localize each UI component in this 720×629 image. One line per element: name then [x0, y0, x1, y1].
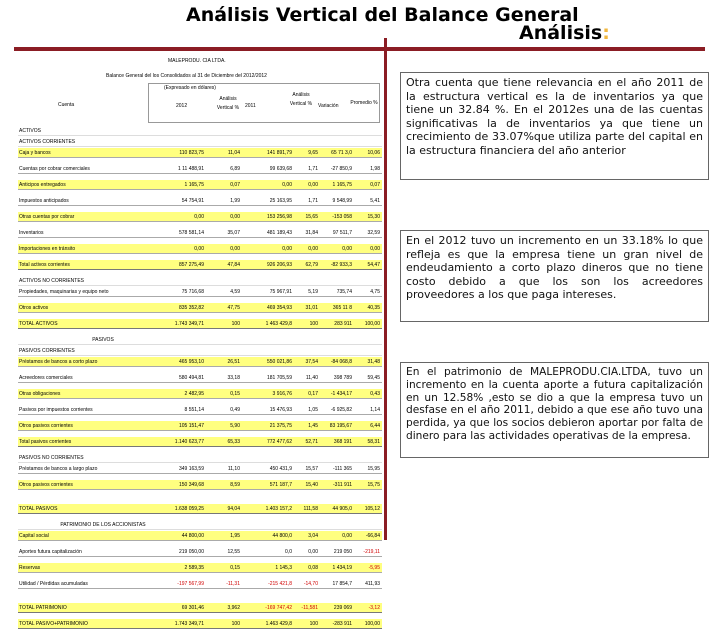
row-value: -6 925,82	[330, 406, 352, 413]
currency-note: (Expresado en dólares)	[164, 85, 216, 91]
subtitle-accent-mark: :	[602, 22, 610, 44]
row-value: 62,79	[305, 261, 318, 268]
row-value: 31,01	[305, 304, 318, 311]
row-value: 15,30	[367, 213, 380, 220]
row-value: -153 058	[332, 213, 352, 220]
row-value: 153 256,98	[266, 213, 292, 220]
row-value: 349 163,59	[178, 465, 204, 472]
row-value: 37,54	[305, 358, 318, 365]
row-value: 1.140 623,77	[174, 438, 204, 445]
row-value: 835 352,82	[178, 304, 204, 311]
section-header	[18, 335, 382, 345]
row-value: 15,75	[367, 481, 380, 488]
row-label: TOTAL ACTIVOS	[19, 320, 58, 327]
row-value: 44 800,0	[272, 532, 292, 539]
note-equity: En el patrimonio de MALEPRODU.CIA.LTDA, tuvo un incremento en la cuenta aporte a futura capitalización en un 12.58% ,esto se dio a que la empresa tuvo un desfase en el año 2011, debido a que ese año tuvo una perdida, ya que los socios debieron aportar por falta de dinero para las actividades operativas de la empresa.	[400, 362, 709, 458]
row-value: -3,12	[368, 604, 380, 611]
row-value: 47,75	[227, 304, 240, 311]
row-value: 0,15	[230, 564, 240, 571]
row-value: 9 548,99	[332, 197, 352, 204]
row-label: Acreedores comerciales	[19, 374, 73, 381]
row-value: 4,75	[370, 288, 380, 295]
row-label: PASIVOS NO CORRIENTES	[19, 454, 84, 461]
row-value: 58,31	[367, 438, 380, 445]
row-label: TOTAL PASIVOS	[19, 505, 58, 512]
row-value: 33,18	[227, 374, 240, 381]
total-row	[18, 319, 382, 329]
row-value: 21 375,75	[269, 422, 292, 429]
row-value: 26,51	[227, 358, 240, 365]
row-value: 59,45	[367, 374, 380, 381]
section-header	[18, 346, 382, 356]
row-value: 31,48	[367, 358, 380, 365]
row-value: 219 050	[333, 548, 352, 555]
subtitle-text: Análisis	[519, 22, 603, 44]
company-name: MALEPRODU. CIA LTDA.	[168, 58, 226, 64]
row-value: -169 747,42	[265, 604, 292, 611]
row-value: 0,17	[308, 390, 318, 397]
row-value: -11,31	[226, 580, 240, 587]
row-label: Aportes futura capitalización	[19, 548, 82, 555]
row-value: 0,00	[282, 181, 292, 188]
row-value: 100	[231, 620, 240, 627]
section-header	[18, 453, 382, 463]
row-value: -311 911	[333, 481, 352, 488]
row-value: 6,89	[230, 165, 240, 172]
row-label: Otros activos	[19, 304, 49, 311]
table-row	[18, 389, 382, 399]
table-row	[18, 531, 382, 541]
row-value: -14,70	[303, 580, 318, 587]
row-value: 35,07	[227, 229, 240, 236]
row-value: 1,99	[230, 197, 240, 204]
row-value: 65,33	[227, 438, 240, 445]
total-row	[18, 603, 382, 613]
row-label: PASIVOS	[92, 336, 114, 343]
row-value: 926 206,93	[266, 261, 292, 268]
note-inventories: Otra cuenta que tiene relevancia en el año 2011 de la estructura vertical es la de inventarios ya que tiene un 32.84 %. En el 2012es una de las cuentas significativas la de inventarios ya que tiene un crecimiento de 33.07%que utiliza parte del capital en la estructura financiera del año anterior	[400, 72, 709, 180]
row-value: 8,59	[230, 481, 240, 488]
table-row	[18, 357, 382, 367]
row-value: -219,11	[363, 548, 380, 555]
row-value: 12,55	[227, 548, 240, 555]
row-value: 105 151,47	[178, 422, 204, 429]
row-value: 1,95	[230, 532, 240, 539]
row-label: Total pasivos corrientes	[19, 438, 72, 445]
row-value: 0,00	[370, 245, 380, 252]
row-label: PATRIMONIO DE LOS ACCIONISTAS	[60, 521, 146, 528]
row-value: 47,84	[227, 261, 240, 268]
row-value: 398 789	[333, 374, 352, 381]
row-value: 1 463 429,8	[265, 320, 292, 327]
row-value: 141 891,79	[266, 149, 292, 156]
col-header-account: Cuenta	[58, 102, 75, 108]
row-value: 11,04	[227, 149, 240, 156]
row-value: 11,40	[305, 374, 318, 381]
row-value: 0,00	[342, 532, 352, 539]
row-value: 0,00	[230, 213, 240, 220]
table-row	[18, 547, 382, 557]
row-value: 32,59	[367, 229, 380, 236]
row-label: Otros pasivos corrientes	[19, 422, 73, 429]
row-value: 54 754,91	[181, 197, 204, 204]
section-header	[18, 520, 382, 530]
table-row	[18, 563, 382, 573]
row-label: Otras cuentas por cobrar	[19, 213, 75, 220]
row-label: Pasivos por impuestos corrientes	[19, 406, 93, 413]
row-label: Impuestos anticipados	[19, 197, 69, 204]
total-row	[18, 437, 382, 447]
table-row	[18, 180, 382, 190]
slide-subtitle	[519, 22, 610, 44]
row-label: Préstamos de bancos a largo plazo	[19, 465, 98, 472]
row-label: Reservas	[19, 564, 41, 571]
row-value: 365 11 8	[332, 304, 352, 311]
row-value: 2 482,95	[184, 390, 204, 397]
row-value: 571 187,7	[269, 481, 292, 488]
row-value: 3 916,76	[272, 390, 292, 397]
total-row	[18, 260, 382, 270]
row-value: -66,84	[365, 532, 380, 539]
row-value: 0,00	[282, 245, 292, 252]
row-value: 1.743 349,71	[174, 320, 204, 327]
row-value: 31,84	[305, 229, 318, 236]
row-value: 83 195,67	[329, 422, 352, 429]
col-header-variation: Variación	[318, 103, 339, 109]
row-value: -11,581	[301, 604, 318, 611]
row-value: 54,47	[367, 261, 380, 268]
row-value: 75 967,91	[269, 288, 292, 295]
row-label: Otras obligaciones	[19, 390, 61, 397]
row-value: 1 165,75	[184, 181, 204, 188]
row-value: 469 354,93	[266, 304, 292, 311]
row-value: 1 165,75	[332, 181, 352, 188]
table-row	[18, 228, 382, 238]
row-value: 0,00	[308, 548, 318, 555]
col-header-2012: 2012	[176, 103, 188, 109]
section-header	[18, 137, 382, 147]
row-value: -5,95	[368, 564, 380, 571]
row-value: 1,71	[308, 197, 318, 204]
row-value: 105,12	[364, 505, 380, 512]
row-value: 1.403 157,2	[265, 505, 292, 512]
row-value: 69 301,46	[181, 604, 204, 611]
row-value: 0,07	[230, 181, 240, 188]
row-value: 5,90	[230, 422, 240, 429]
row-value: 9,65	[308, 149, 318, 156]
row-value: 0,43	[370, 390, 380, 397]
col-header-2011: 2011	[245, 103, 256, 109]
row-label: Importaciones en tránsito	[19, 245, 76, 252]
row-value: 219 050,00	[178, 548, 204, 555]
table-row	[18, 480, 382, 490]
row-value: 52,71	[305, 438, 318, 445]
row-value: 283 911	[334, 320, 352, 327]
row-value: 94,04	[227, 505, 240, 512]
row-value: 181 705,59	[266, 374, 292, 381]
row-value: -84 068,8	[330, 358, 352, 365]
row-value: 15,65	[305, 213, 318, 220]
row-value: 25 163,95	[269, 197, 292, 204]
row-value: 0,00	[230, 245, 240, 252]
table-row	[18, 421, 382, 431]
row-value: 6,44	[370, 422, 380, 429]
row-value: 0,07	[370, 181, 380, 188]
row-value: 44 800,00	[181, 532, 204, 539]
row-label: Otros pasivos corrientes	[19, 481, 73, 488]
row-label: Total activos corrientes	[19, 261, 70, 268]
row-value: 857 275,49	[178, 261, 204, 268]
row-label: TOTAL PATRIMONIO	[19, 604, 67, 611]
row-value: 15,95	[367, 465, 380, 472]
row-value: 97 511,7	[332, 229, 352, 236]
row-value: 1,71	[308, 165, 318, 172]
table-row	[18, 164, 382, 174]
row-label: Capital social	[19, 532, 49, 539]
row-value: 15,57	[305, 465, 318, 472]
table-row	[18, 196, 382, 206]
row-value: 3,962	[227, 604, 240, 611]
row-value: 0,49	[230, 406, 240, 413]
row-value: 1.463 429,8	[265, 620, 292, 627]
row-value: 11,10	[227, 465, 240, 472]
row-value: 465 953,10	[178, 358, 204, 365]
row-value: 100,00	[364, 320, 380, 327]
row-value: 17 854,7	[332, 580, 352, 587]
note-short-term-debt: En el 2012 tuvo un incremento en un 33.18% lo que refleja es que la empresa tiene un gran nivel de endeudamiento a corto plazo dineros que no tiene costo debido a que los son los acreedores proveedores a los que paga intereses.	[400, 230, 709, 322]
row-value: 110 823,75	[179, 149, 204, 156]
row-label: Propiedades, maquinarias y equipo neto	[19, 288, 109, 295]
row-value: 44 905,0	[332, 505, 352, 512]
table-row	[18, 303, 382, 313]
col-header-average: Promedio %	[350, 100, 378, 106]
table-row	[18, 579, 382, 589]
row-value: 0,15	[230, 390, 240, 397]
row-label: Anticipos entregados	[19, 181, 66, 188]
title-rule	[14, 47, 705, 51]
row-value: -197 567,99	[177, 580, 204, 587]
row-value: 15 476,93	[269, 406, 292, 413]
section-header	[18, 126, 382, 136]
row-value: 0,00	[194, 213, 204, 220]
row-value: 1 434,19	[332, 564, 352, 571]
row-value: 15,40	[305, 481, 318, 488]
row-value: 481 189,43	[266, 229, 292, 236]
row-value: 450 431,9	[269, 465, 292, 472]
row-value: 40,35	[367, 304, 380, 311]
row-value: -27 850,9	[330, 165, 352, 172]
row-value: 1,05	[308, 406, 318, 413]
row-value: 4,59	[230, 288, 240, 295]
row-value: 100	[309, 320, 318, 327]
row-value: 1 11 488,91	[177, 165, 204, 172]
row-value: -111 365	[333, 465, 352, 472]
row-value: 150 349,68	[178, 481, 204, 488]
row-value: 75 716,68	[181, 288, 204, 295]
row-label: ACTIVOS CORRIENTES	[19, 138, 76, 145]
row-value: 368 191	[333, 438, 352, 445]
row-value: 1.743 349,71	[174, 620, 204, 627]
row-value: 2 589,35	[184, 564, 204, 571]
table-row	[18, 287, 382, 297]
row-value: -82 933,3	[330, 261, 352, 268]
row-value: 578 581,14	[178, 229, 204, 236]
row-value: 1,45	[308, 422, 318, 429]
table-row	[18, 405, 382, 415]
row-label: Préstamos de bancos a corto plazo	[19, 358, 98, 365]
row-value: 1,14	[370, 406, 380, 413]
col-header-vertical-2012: Análisis Vertical %	[216, 96, 240, 111]
row-label: Caja y bancos	[19, 149, 51, 156]
row-label: ACTIVOS	[19, 127, 41, 134]
section-header	[18, 276, 382, 286]
row-value: -283 911	[332, 620, 352, 627]
row-label: ACTIVOS NO CORRIENTES	[19, 277, 85, 284]
row-value: 100,00	[364, 620, 380, 627]
table-row	[18, 373, 382, 383]
row-value: -215 421,8	[268, 580, 292, 587]
row-label: TOTAL PASIVO+PATRIMONIO	[19, 620, 88, 627]
row-value: 411,93	[365, 580, 380, 587]
row-value: 0,00	[308, 245, 318, 252]
row-value: 0,00	[308, 181, 318, 188]
total-row	[18, 504, 382, 514]
row-label: PASIVOS CORRIENTES	[19, 347, 75, 354]
table-row	[18, 244, 382, 254]
row-value: 239 069	[333, 604, 352, 611]
slide-title: Análisis Vertical del Balance General	[186, 4, 579, 26]
table-row	[18, 148, 382, 158]
row-value: 1.638 059,25	[174, 505, 204, 512]
row-value: 0,0	[285, 548, 292, 555]
row-value: -1 434,17	[330, 390, 352, 397]
row-value: 0,00	[342, 245, 352, 252]
row-value: 0,00	[194, 245, 204, 252]
row-value: 3,04	[308, 532, 318, 539]
row-value: 8 551,14	[184, 406, 204, 413]
row-label: Cuentas por cobrar comerciales	[19, 165, 90, 172]
balance-sheet-table	[18, 57, 382, 627]
row-label: Inventarios	[19, 229, 44, 236]
row-value: 5,19	[308, 288, 318, 295]
row-value: 0,08	[308, 564, 318, 571]
row-value: 580 494,81	[178, 374, 204, 381]
statement-title: Balance General del los Consolidados al 31 de Diciembre del 2012/2012	[106, 73, 267, 79]
table-row	[18, 212, 382, 222]
row-value: 735,74	[336, 288, 352, 295]
row-value: 1,98	[370, 165, 380, 172]
row-value: 5,41	[370, 197, 380, 204]
row-value: 10,06	[367, 149, 380, 156]
row-value: 100	[309, 620, 318, 627]
row-value: 550 021,86	[266, 358, 292, 365]
table-row	[18, 464, 382, 474]
total-row	[18, 619, 382, 629]
col-header-vertical-2011: Análisis Vertical %	[289, 92, 313, 107]
column-divider	[384, 38, 387, 540]
row-value: 772 477,62	[266, 438, 292, 445]
row-label: Utilidad / Pérdidas acumuladas	[19, 580, 88, 587]
row-value: 1 145,3	[275, 564, 292, 571]
row-value: 65 71 3,0	[331, 149, 352, 156]
row-value: 111,58	[303, 505, 318, 512]
row-value: 100	[231, 320, 240, 327]
row-value: 99 639,68	[269, 165, 292, 172]
